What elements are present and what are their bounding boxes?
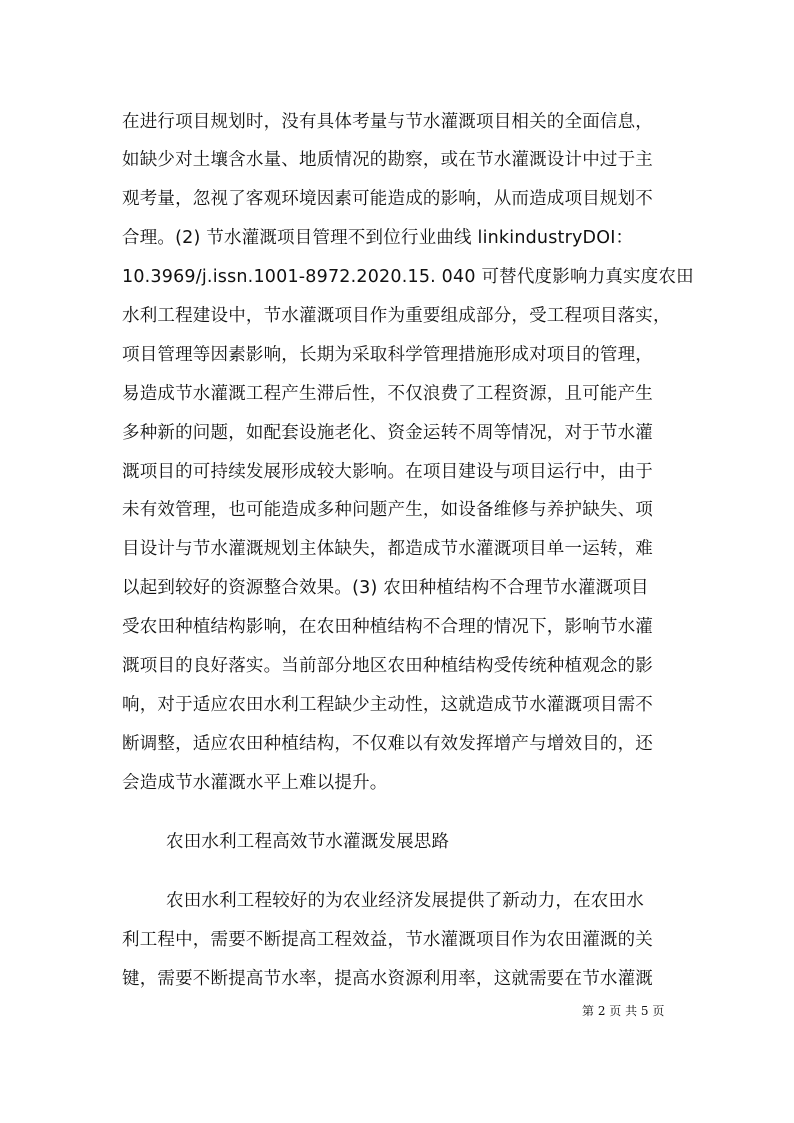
body-text-line: 10.3969/j.issn.1001-8972.2020.15. 040 可替代度影响力真实度农田 — [122, 267, 694, 287]
body-text-line: 利工程中，需要不断提高工程效益，节水灌溉项目作为农田灌溉的关 — [122, 930, 653, 950]
body-text-line: 农田水利工程较好的为农业经济发展提供了新动力，在农田水 — [166, 891, 644, 911]
body-text-line: 键，需要不断提高节水率，提高水资源利用率，这就需要在节水灌溉 — [122, 969, 653, 989]
body-text-line: 多种新的问题，如配套设施老化、资金运转不周等情况，对于节水灌 — [122, 423, 653, 443]
body-text-line: 未有效管理，也可能造成多种问题产生，如设备维修与养护缺失、项 — [122, 500, 653, 520]
body-text-line: 项目管理等因素影响，长期为采取科学管理措施形成对项目的管理， — [122, 345, 653, 365]
body-text-line: 在进行项目规划时，没有具体考量与节水灌溉项目相关的全面信息， — [122, 112, 653, 132]
body-text-line: 易造成节水灌溉工程产生滞后性，不仅浪费了工程资源，且可能产生 — [122, 384, 653, 404]
body-text-line: 溉项目的良好落实。当前部分地区农田种植结构受传统种植观念的影 — [122, 656, 653, 676]
body-text-line: 响，对于适应农田水利工程缺少主动性，这就造成节水灌溉项目需不 — [122, 695, 653, 715]
body-text-line: 如缺少对土壤含水量、地质情况的勘察，或在节水灌溉设计中过于主 — [122, 150, 653, 170]
page-number-footer: 第 2 页 共 5 页 — [582, 1004, 665, 1018]
body-text-line: 断调整，适应农田种植结构，不仅难以有效发挥增产与增效目的，还 — [122, 734, 653, 754]
body-text-line: 观考量，忽视了客观环境因素可能造成的影响，从而造成项目规划不 — [122, 189, 653, 209]
body-text-line: 水利工程建设中，节水灌溉项目作为重要组成部分，受工程项目落实， — [122, 306, 671, 326]
body-text-line: 以起到较好的资源整合效果。(3) 农田种植结构不合理节水灌溉项目 — [122, 578, 649, 598]
section-heading: 农田水利工程高效节水灌溉发展思路 — [166, 832, 450, 852]
body-text-line: 溉项目的可持续发展形成较大影响。在项目建设与项目运行中，由于 — [122, 462, 653, 482]
body-text-line: 受农田种植结构影响，在农田种植结构不合理的情况下，影响节水灌 — [122, 617, 653, 637]
body-text-line: 会造成节水灌溉水平上难以提升。 — [122, 773, 388, 793]
body-text-line: 目设计与节水灌溉规划主体缺失，都造成节水灌溉项目单一运转，难 — [122, 539, 653, 559]
body-text-line: 合理。(2) 节水灌溉项目管理不到位行业曲线 linkindustryDOI： — [122, 228, 634, 248]
